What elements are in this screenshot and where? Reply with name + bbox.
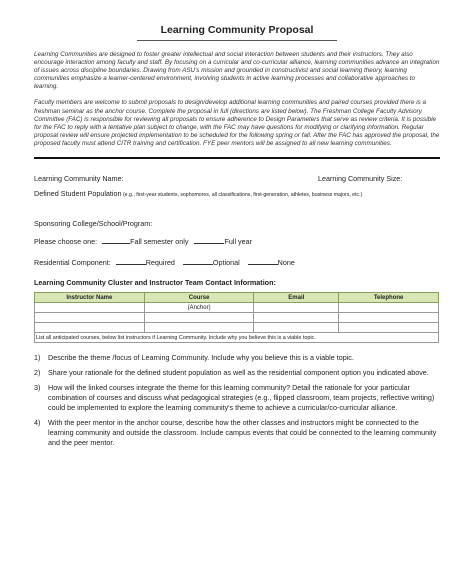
- question-number: 4): [34, 418, 41, 428]
- header-telephone: Telephone: [339, 293, 439, 303]
- sponsoring-label: Sponsoring College/School/Program:: [34, 219, 153, 229]
- question-3: [34, 383, 440, 413]
- question-4: [34, 418, 440, 448]
- table-header-row: [35, 293, 439, 303]
- table-cell[interactable]: [254, 323, 339, 333]
- question-text: How will the linked courses integrate the theme for this learning community? Detail the rationale for your particular combination of courses and discuss what pedagogical strategies (e.g., flipped classroom, team projects, reflective writing) could be implemented to explore the learning community's theme to achieve a curricular/co-curricular alliance.: [48, 383, 435, 413]
- lc-size-label: Learning Community Size:: [318, 174, 403, 184]
- name-size-row: [34, 174, 440, 184]
- table-cell[interactable]: [254, 313, 339, 323]
- sponsoring-row: [34, 219, 440, 229]
- table-row: [35, 303, 439, 313]
- section-divider: [34, 157, 440, 159]
- optional-label: Optional: [212, 258, 240, 268]
- residential-label: Residential Component:: [34, 258, 111, 268]
- table-row: [35, 313, 439, 323]
- question-number: 1): [34, 353, 41, 363]
- table-cell[interactable]: [144, 313, 254, 323]
- table-cell[interactable]: [35, 303, 145, 313]
- cluster-title: Learning Community Cluster and Instructor Team Contact Information:: [34, 278, 276, 288]
- table-cell[interactable]: [339, 323, 439, 333]
- table-cell[interactable]: [35, 313, 145, 323]
- lc-name-label: Learning Community Name:: [34, 174, 124, 184]
- question-text: With the peer mentor in the anchor course, describe how the other classes and instructors might be connected to the learning community and outside the classroom. Include campus events that could be connected to the learning community and the peer mentor.: [48, 418, 437, 448]
- fall-semester-blank[interactable]: [102, 236, 130, 244]
- anchor-cell[interactable]: (Anchor): [144, 303, 254, 313]
- table-note-row: [35, 333, 439, 343]
- full-year-blank[interactable]: [194, 236, 224, 244]
- none-blank[interactable]: [248, 257, 278, 265]
- header-instructor-name: Instructor Name: [35, 293, 145, 303]
- residential-row: [34, 257, 440, 267]
- none-label: None: [277, 258, 295, 268]
- intro-paragraph: Learning Communities are designed to foster greater intellectual and social interaction between students and their instructors. They also encourage interaction among faculty and staff. By focusing on a curricular and co-curricular alliance, learning communities advance an integration of issues across discipline boundaries. Drawing from ASU's mission and grounded in constructivist and social learning theory, learning communities emphasize a learner-centered environment, involving students in active learning processes and collaborative approaches to learning.: [34, 51, 440, 91]
- required-blank[interactable]: [116, 257, 146, 265]
- fall-semester-label: Fall semester only: [130, 237, 189, 247]
- header-course: Course: [144, 293, 254, 303]
- table-cell[interactable]: [254, 303, 339, 313]
- table-cell[interactable]: [35, 323, 145, 333]
- header-email: Email: [254, 293, 339, 303]
- optional-blank[interactable]: [183, 257, 213, 265]
- table-note: List all anticipated courses, below list instructors if Learning Community. Include why you believe this is a viable topic.: [35, 333, 439, 343]
- question-text: Describe the theme /focus of Learning Community. Include why you believe this is a viable topic.: [48, 353, 354, 363]
- title-underline: [137, 40, 337, 41]
- contact-table: [34, 292, 439, 343]
- question-number: 3): [34, 383, 41, 393]
- choose-label: Please choose one:: [34, 237, 98, 247]
- question-2: [34, 368, 440, 378]
- table-cell[interactable]: [339, 303, 439, 313]
- required-label: Required: [145, 258, 175, 268]
- page-title: Learning Community Proposal: [160, 24, 314, 36]
- question-1: [34, 353, 440, 363]
- full-year-label: Full year: [224, 237, 253, 247]
- defined-population-hint: (e.g., first-year students, sophomores, all classifications, first-generation, athletes, business majors, etc.): [121, 192, 363, 199]
- defined-population-label: Defined Student Population: [34, 189, 122, 199]
- question-text: Share your rationale for the defined student population as well as the residential component option you indicated above.: [48, 368, 429, 378]
- choose-row: [34, 236, 440, 246]
- table-cell[interactable]: [339, 313, 439, 323]
- question-number: 2): [34, 368, 41, 378]
- population-row: [34, 189, 440, 199]
- faculty-paragraph: Faculty members are welcome to submit proposals to design/develop additional learning communities and paired courses provided there is a freshman seminar as the anchor course. Complete the proposal in full (directions are listed below). The Freshman College Faculty Advisory Committee (FAC) is responsible for reviewing all proposals to ensure adherence to Design Parameters that serve as review criteria. It is possible for the FAC to reply with a tentative plan subject to change, with the FAC may have questions for modifying or clarifying information. Regular proposal review will ensure projected implementation to be scheduled for the following spring or fall. After the FAC has approved the proposal, the proposed faculty must attend CITR training and certification. FYE peer mentors will be assigned to all new learning communities.: [34, 99, 440, 147]
- table-cell[interactable]: [144, 323, 254, 333]
- table-row: [35, 323, 439, 333]
